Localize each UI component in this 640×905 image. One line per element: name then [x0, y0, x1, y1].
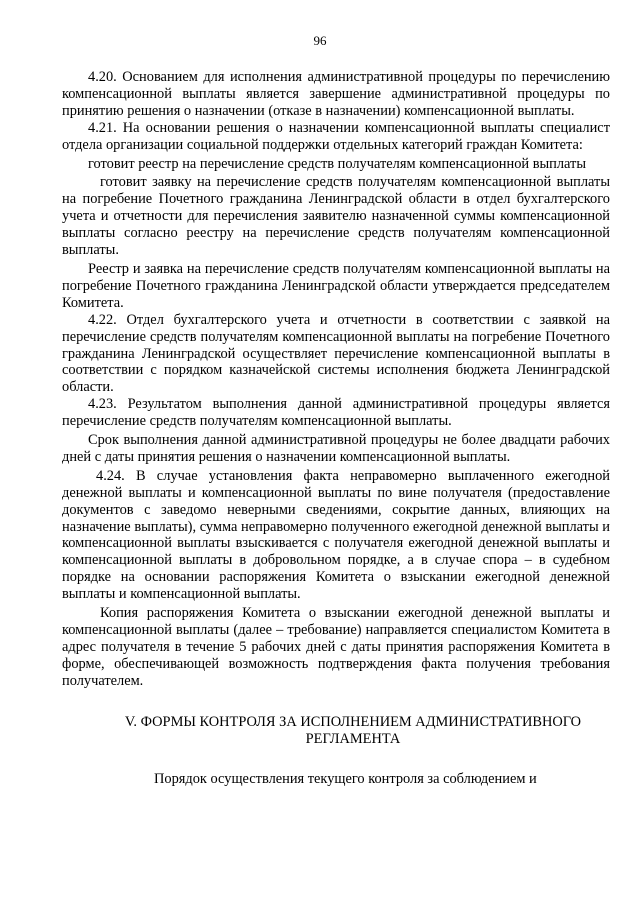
document-body: [62, 69, 610, 788]
section-heading: V. ФОРМЫ КОНТРОЛЯ ЗА ИСПОЛНЕНИЕМ АДМИНИСТРАТИВНОГО РЕГЛАМЕНТА: [124, 713, 582, 747]
paragraph-deadline: Срок выполнения данной административной процедуры не более двадцати рабочих дней с даты принятия решения о назначении компенсационной выплаты.: [62, 432, 610, 465]
subheading: Порядок осуществления текущего контроля за соблюдением и: [154, 771, 537, 788]
paragraph-application: готовит заявку на перечисление средств получателям компенсационной выплаты на погребение Почетного гражданина Ленинградской области в отдел бухгалтерского учета и отчетности для перечисления заявителю назначенной суммы компенсационной выплаты согласно реестру на перечисление средств получателям компенсационной выплаты.: [62, 174, 610, 259]
page-number: 96: [313, 33, 327, 48]
paragraph-registry: готовит реестр на перечисление средств получателям компенсационной выплаты: [88, 155, 587, 172]
paragraph-4-21: 4.21. На основании решения о назначении компенсационной выплаты специалист отдела организации социальной поддержки отдельных категорий граждан Комитета:: [62, 119, 610, 153]
paragraph-copy-order: Копия распоряжения Комитета о взыскании ежегодной денежной выплаты и компенсационной выплаты (далее – требование) направляется специалистом Комитета в адрес получателя в течение 5 рабочих дней с даты принятия распоряжения Комитета в форме, обеспечивающей возможность подтверждения факта получения требования получателем.: [62, 605, 610, 689]
paragraph-4-22: 4.22. Отдел бухгалтерского учета и отчетности в соответствии с заявкой на перечисление средств получателям компенсационной выплаты на погребение Почетного гражданина Ленинградской осуществляет перечисление компенсационной выплаты в соответствии с порядком казначейской системы исполнения бюджета Ленинградской области.: [62, 311, 610, 396]
paragraph-4-23: 4.23. Результатом выполнения данной административной процедуры является перечисление средств получателям компенсационной выплаты.: [62, 396, 610, 430]
paragraph-4-20: 4.20. Основанием для исполнения административной процедуры по перечислению компенсационной выплаты является завершение административной процедуры по принятию решения о назначении (отказе в назначении) компенсационной выплаты.: [62, 69, 610, 119]
paragraph-4-24: 4.24. В случае установления факта неправомерно выплаченного ежегодной денежной выплаты и компенсационной выплаты по вине получателя (предоставление документов с заведомо неверными сведениями, сокрытие данных, влияющих на назначение выплаты), сумма неправомерно полученного ежегодной денежной выплаты и компенсационной выплаты взыскивается с получателя ежегодной денежной выплаты и компенсационной выплаты в добровольном порядке, а в случае спора – в судебном порядке на основании распоряжения Комитета о взыскании ежегодной денежной выплаты и компенсационной выплаты.: [62, 467, 610, 603]
paragraph-approval: Реестр и заявка на перечисление средств получателям компенсационной выплаты на погребение Почетного гражданина Ленинградской области утверждается председателем Комитета.: [62, 260, 610, 311]
